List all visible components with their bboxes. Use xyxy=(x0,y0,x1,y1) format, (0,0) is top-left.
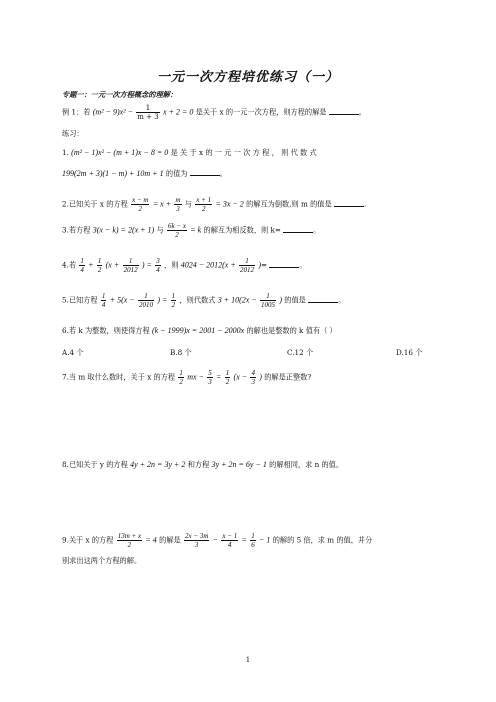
q8-equation-2: 3y + 2n = 6y − 1 xyxy=(211,460,267,469)
q7-fraction-3 xyxy=(225,369,231,386)
fraction-denominator: 2 xyxy=(97,266,102,274)
q7-expr-1: mx − xyxy=(187,372,204,382)
fraction-numerator: m xyxy=(175,196,181,204)
example-end: 。 xyxy=(358,107,366,117)
q2-label: 2.已知关于 x 的方程 xyxy=(62,199,128,209)
q4-expr-3: 4024 − 2012(x + xyxy=(180,260,236,270)
q7-expr-2: = xyxy=(216,372,222,382)
fraction-denominator: 2 xyxy=(179,378,183,386)
q5-fraction-1 xyxy=(101,292,107,309)
q4-expr-2: ) = xyxy=(141,260,152,270)
fraction-numerator: 1 xyxy=(138,292,154,301)
option-c[interactable]: C.12 个 xyxy=(287,348,314,357)
fraction-denominator: 2 xyxy=(201,205,206,213)
question-1 xyxy=(62,148,317,157)
q5-expr-2: ) = xyxy=(157,295,168,305)
q2-text: 的解互为倒数,则 m 的值是 xyxy=(246,199,332,209)
practice-label: 练习： xyxy=(62,129,84,138)
q9-label: 9.关于 x 的方程 xyxy=(62,535,114,545)
section-heading: 专题一：一元一次方程概念的理解： xyxy=(62,90,178,99)
q8-text: 的解相同，求 n 的值。 xyxy=(269,460,344,469)
question-5 xyxy=(62,292,345,309)
fraction-numerator: 1 xyxy=(97,257,102,265)
example-expr-1: (m² − 9)x² − xyxy=(92,107,133,117)
fraction-numerator: 1 xyxy=(179,369,183,377)
question-1-cont xyxy=(62,168,227,178)
q7-text: 的解是正整数? xyxy=(264,372,312,382)
q4-fraction-2 xyxy=(97,257,103,274)
answer-blank[interactable] xyxy=(190,168,220,176)
option-b[interactable]: B.8 个 xyxy=(170,348,192,357)
fraction-denominator: 3 xyxy=(176,205,180,213)
fraction-denominator: 2012 xyxy=(240,266,255,274)
q1-text-2: 的值为 xyxy=(165,169,188,178)
q4-text: ，则 xyxy=(164,260,179,270)
q2-connector: 与 xyxy=(184,199,192,209)
q4-fraction-4 xyxy=(155,257,161,274)
fraction-denominator: 2 xyxy=(175,231,179,239)
option-d[interactable]: D.16 个 xyxy=(396,348,423,357)
question-6 xyxy=(62,326,337,335)
fraction-denominator: 2 xyxy=(171,301,176,309)
q5-text: ，则代数式 xyxy=(179,295,216,305)
question-number: 1. xyxy=(62,148,69,157)
q6-text: 的解也是整数的 k 值有（ ） xyxy=(246,326,337,335)
fraction-denominator: 4 xyxy=(101,301,106,309)
q4-expr-4: ) xyxy=(258,260,261,270)
q8-equation-1: 4y + 2n = 3y + 2 xyxy=(130,460,186,469)
q9-fraction-2 xyxy=(184,532,209,549)
fraction-denominator: 3 xyxy=(194,541,199,549)
fraction-denominator: 4 xyxy=(156,266,160,274)
question-2 xyxy=(62,196,366,213)
fraction-denominator: 4 xyxy=(228,541,232,549)
q7-fraction-2 xyxy=(207,369,213,386)
question-3 xyxy=(62,222,320,239)
fraction-numerator: 6k − x xyxy=(168,222,186,230)
fraction-denominator: 3 xyxy=(251,378,255,386)
answer-blank[interactable] xyxy=(308,295,338,303)
q1-expression: 199(2m + 3)(1 − m) + 10m + 1 xyxy=(62,169,164,178)
q9-fraction-3 xyxy=(221,532,238,549)
q4-fraction-1 xyxy=(79,257,85,274)
fraction-numerator: 1 xyxy=(260,292,276,301)
q4-fraction-3 xyxy=(123,257,139,274)
q2-end: . xyxy=(363,199,367,209)
answer-blank[interactable] xyxy=(334,199,367,209)
question-8 xyxy=(62,460,343,469)
q5-expr-4: ) xyxy=(279,295,282,305)
question-4 xyxy=(62,257,307,274)
fraction-denominator: 3 xyxy=(208,378,212,386)
example-fraction xyxy=(136,104,159,121)
question-7 xyxy=(62,369,311,386)
q6-equation: (k − 1999)x = 2001 − 2000x xyxy=(151,326,245,335)
q3-fraction xyxy=(167,222,187,239)
q3-label: 3.若方程 xyxy=(62,225,91,235)
answer-blank[interactable] xyxy=(329,107,359,115)
q9-expr-2: − xyxy=(212,535,219,545)
q5-fraction-2 xyxy=(138,292,154,309)
fraction-denominator: 2010 xyxy=(139,301,154,309)
q9-expr-3: = xyxy=(241,535,247,545)
fraction-denominator: 1005 xyxy=(261,301,276,309)
fraction-numerator: 1 xyxy=(251,532,255,540)
q7-fraction-4 xyxy=(250,369,256,386)
q2-fraction-2 xyxy=(174,196,181,213)
fraction-numerator: 1 xyxy=(171,292,176,300)
fraction-numerator: 1 xyxy=(239,257,255,266)
q5-fraction-3 xyxy=(171,292,177,309)
page-number: 1 xyxy=(245,656,251,664)
q9-text: 的解的 5 倍，求 m 的值，并分 xyxy=(272,535,373,545)
fraction-numerator: x − m xyxy=(132,196,149,204)
fraction-numerator: 2x − 3m xyxy=(184,532,209,540)
fraction-denominator: m + 3 xyxy=(137,113,159,121)
q4-plus: + xyxy=(88,260,94,270)
option-a[interactable]: A.4 个 xyxy=(62,348,84,357)
q6-label: 6.若 k 为整数，则使得方程 xyxy=(62,326,150,335)
document-title: 一元一次方程培优练习（一） xyxy=(156,70,339,85)
q1-text: 是 关 于 x 的 一 元 一 次 方 程 ， 则 代 数 式 xyxy=(170,148,317,157)
q4-label: 4.若 xyxy=(62,260,77,270)
q5-label: 5.已知方程 xyxy=(62,295,98,305)
fraction-numerator: 5 xyxy=(208,369,212,377)
q9-expr-4: − 1 xyxy=(259,535,271,545)
q2-fraction-3 xyxy=(195,196,212,213)
q2-expr-1: = x + xyxy=(152,199,172,209)
q5-fraction-4 xyxy=(260,292,276,309)
fraction-denominator: 2 xyxy=(127,541,132,549)
fraction-numerator: 1 xyxy=(101,292,106,300)
q3-end: 。 xyxy=(313,225,321,235)
q2-fraction-1 xyxy=(131,196,149,213)
example-expr-2: x + 2 = 0 xyxy=(162,107,194,117)
q4-equals: = xyxy=(260,260,268,270)
q4-end: 。 xyxy=(299,260,307,270)
fraction-numerator: 1 xyxy=(80,257,84,265)
q2-expr-2: = 3x − 2 xyxy=(215,199,244,209)
question-9-cont: 别求出这两个方程的解。 xyxy=(62,556,142,565)
example-text: 是关于 x 的一元一次方程，则方程的解是 xyxy=(195,107,327,117)
answer-blank[interactable] xyxy=(283,225,313,233)
q7-expr-3: (x − xyxy=(233,372,248,382)
fraction-numerator: 3 xyxy=(156,257,160,265)
fraction-denominator: 2012 xyxy=(123,266,138,274)
fraction-numerator: 1 xyxy=(136,104,159,113)
q9-fraction-4 xyxy=(250,532,256,549)
q5-expr-1: + 5(x − xyxy=(109,295,135,305)
q9-expr-1: = 4 xyxy=(145,535,157,545)
question-9 xyxy=(62,532,372,549)
fraction-denominator: 6 xyxy=(251,541,255,549)
answer-blank[interactable] xyxy=(269,260,299,268)
q7-fraction-1 xyxy=(178,369,184,386)
q3-equation-1: 3(x − k) = 2(x + 1) xyxy=(92,225,155,235)
q5-expr-3: 3 + 10(2x − xyxy=(217,295,257,305)
example-1 xyxy=(62,104,366,121)
q3-text: 的解互为相反数，则 k= xyxy=(203,225,281,235)
q1-equation: (m² − 1)x² − (m + 1)x − 8 = 0 xyxy=(71,148,169,157)
q8-connector: 和方程 xyxy=(187,460,210,469)
q5-text-2: 的值是 xyxy=(284,295,306,305)
fraction-denominator: 2 xyxy=(138,205,143,213)
fraction-numerator: x + 1 xyxy=(196,196,212,204)
q4-expr-1: (x + xyxy=(105,260,120,270)
example-label: 例 1：若 xyxy=(62,107,91,117)
q9-fraction-1 xyxy=(117,532,142,549)
q5-end: 。 xyxy=(338,295,346,305)
q4-fraction-5 xyxy=(239,257,255,274)
q1-end: 。 xyxy=(219,169,227,178)
fraction-numerator: 13m + x xyxy=(117,532,142,540)
fraction-numerator: x − 1 xyxy=(222,532,238,540)
q8-label: 8.已知关于 y 的方程 xyxy=(62,460,128,469)
fraction-numerator: 1 xyxy=(225,369,230,377)
q7-label: 7.当 m 取什么数时，关于 x 的方程 xyxy=(62,372,176,382)
fraction-denominator: 2 xyxy=(225,378,230,386)
fraction-denominator: 4 xyxy=(80,266,84,274)
fraction-numerator: 4 xyxy=(251,369,255,377)
fraction-numerator: 1 xyxy=(123,257,139,266)
q3-equation-2: = k xyxy=(190,225,202,235)
q9-connector: 的解是 xyxy=(159,535,181,545)
q7-expr-4: ) xyxy=(259,372,262,382)
q3-connector: 与 xyxy=(156,225,164,235)
